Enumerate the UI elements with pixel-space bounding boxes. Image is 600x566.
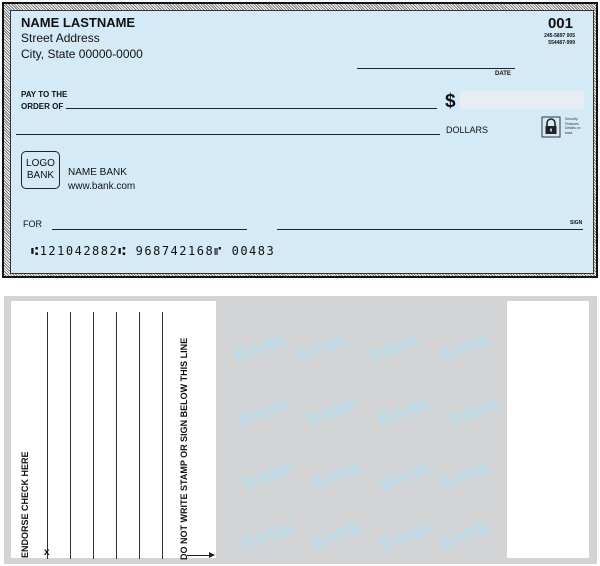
city-state-zip: City, State 00000-0000 — [21, 47, 143, 61]
arrow-head-icon — [209, 552, 215, 558]
bank-watermark: BANK — [240, 457, 299, 496]
micr-line: ⑆121042882⑆ 968742168⑈ 00483 — [31, 244, 276, 258]
bank-watermark: BANK — [446, 393, 505, 432]
security-line-3: Details on — [565, 126, 581, 130]
security-features-note — [565, 117, 581, 135]
street-address: Street Address — [21, 31, 100, 45]
dollars-label: DOLLARS — [446, 125, 489, 135]
signature-line[interactable] — [277, 229, 583, 230]
routing-top: 245-5897 005 — [544, 33, 575, 39]
bank-watermark: BANK — [366, 329, 425, 368]
date-line[interactable] — [357, 68, 515, 69]
bank-watermark: BANK — [436, 457, 495, 496]
endorse-line — [47, 312, 48, 559]
endorse-line — [116, 312, 117, 559]
bank-watermark: BANK — [436, 517, 495, 556]
security-line-1: Security — [565, 117, 578, 121]
bank-name: NAME BANK — [68, 167, 127, 178]
account-holder-name: NAME LASTNAME — [21, 15, 136, 30]
endorse-line — [93, 312, 94, 559]
check-front-border — [2, 2, 598, 278]
bank-watermark: BANK — [232, 329, 291, 368]
do-not-write-label: DO NOT WRITE STAMP OR SIGN BELOW THIS LINE — [179, 337, 189, 560]
amount-box[interactable] — [460, 91, 584, 109]
logo-line-2: BANK — [26, 170, 55, 181]
bank-logo — [21, 151, 60, 189]
logo-line-1: LOGO — [26, 158, 55, 169]
endorse-line — [70, 312, 71, 559]
endorse-line — [139, 312, 140, 559]
bank-watermark: BANK — [294, 329, 353, 368]
bank-watermark: BANK — [436, 329, 495, 368]
endorsement-panel[interactable] — [11, 301, 216, 558]
bank-watermark: BANK — [308, 457, 367, 496]
endorse-x-mark: x — [44, 547, 50, 558]
memo-label: FOR — [23, 219, 42, 229]
bank-watermark: BANK — [378, 517, 437, 556]
bank-watermark: BANK — [378, 457, 437, 496]
routing-info — [544, 33, 575, 47]
payee-line[interactable] — [66, 108, 437, 109]
amount-in-words-line[interactable] — [16, 134, 440, 135]
bank-watermark: BANK — [240, 517, 299, 556]
bank-watermark: BANK — [304, 393, 363, 432]
bank-watermark: BANK — [236, 393, 295, 432]
check-front — [10, 10, 594, 274]
endorse-line — [162, 312, 163, 559]
pay-to-label — [21, 89, 67, 113]
pay-to-line2: ORDER OF — [21, 102, 64, 111]
date-label: DATE — [495, 71, 511, 77]
security-line-4: back — [565, 130, 573, 135]
back-right-panel — [507, 301, 589, 558]
lock-icon — [541, 116, 561, 138]
routing-bottom: 554487-999 — [548, 40, 575, 46]
bank-watermark: BANK — [376, 393, 435, 432]
bank-watermark: BANK — [308, 517, 367, 556]
pay-to-line1: PAY TO THE — [21, 90, 68, 99]
sign-label: SIGN — [570, 220, 583, 226]
dollar-sign: $ — [445, 91, 456, 112]
bank-url: www.bank.com — [68, 181, 136, 192]
security-line-2: Features — [565, 121, 579, 126]
memo-line[interactable] — [52, 229, 247, 230]
endorse-label: ENDORSE CHECK HERE — [20, 451, 30, 558]
check-back — [4, 296, 597, 564]
check-number: 001 — [547, 15, 573, 32]
